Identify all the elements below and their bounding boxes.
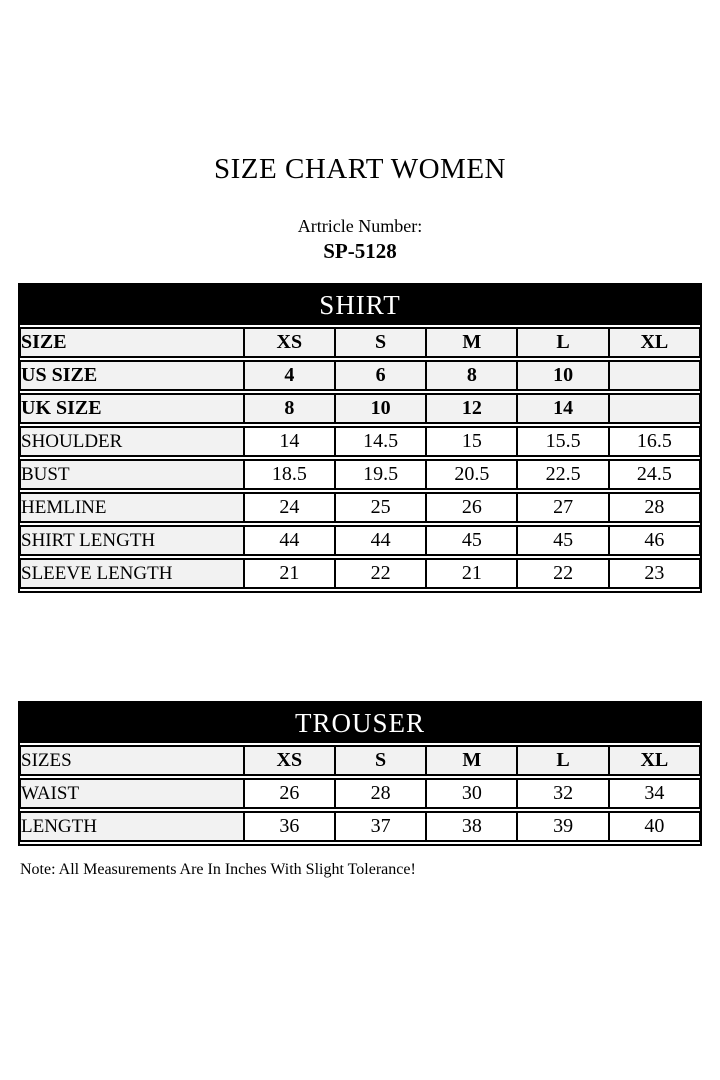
size-value-cell: 20.5 — [426, 459, 517, 490]
size-table-row — [20, 525, 700, 556]
shirt-table-title-banner: SHIRT — [20, 285, 700, 325]
size-table-row — [20, 360, 700, 391]
size-value-cell: M — [426, 745, 517, 776]
trouser-table — [20, 743, 700, 844]
size-value-cell: 14 — [517, 393, 608, 424]
size-table-row — [20, 492, 700, 523]
size-table-row — [20, 327, 700, 358]
size-value-cell: XL — [609, 327, 700, 358]
size-value-cell: 22 — [517, 558, 608, 589]
size-value-cell: 24.5 — [609, 459, 700, 490]
size-value-cell: 21 — [426, 558, 517, 589]
size-value-cell: L — [517, 745, 608, 776]
size-value-cell: S — [335, 745, 426, 776]
row-label-cell: BUST — [20, 459, 244, 490]
size-value-cell: 38 — [426, 811, 517, 842]
size-value-cell — [609, 360, 700, 391]
size-value-cell: 28 — [609, 492, 700, 523]
size-value-cell: 12 — [426, 393, 517, 424]
size-table-row — [20, 558, 700, 589]
size-value-cell: 15 — [426, 426, 517, 457]
row-label-cell: SIZE — [20, 327, 244, 358]
size-value-cell: 21 — [244, 558, 335, 589]
size-value-cell: 4 — [244, 360, 335, 391]
size-value-cell: 14 — [244, 426, 335, 457]
size-value-cell: 19.5 — [335, 459, 426, 490]
row-label-cell: HEMLINE — [20, 492, 244, 523]
size-value-cell: 22.5 — [517, 459, 608, 490]
size-value-cell: 45 — [426, 525, 517, 556]
measurement-note: Note: All Measurements Are In Inches With Slight Tolerance! — [20, 861, 416, 878]
size-value-cell: 16.5 — [609, 426, 700, 457]
size-value-cell: L — [517, 327, 608, 358]
size-value-cell: 23 — [609, 558, 700, 589]
page-title: SIZE CHART WOMEN — [214, 153, 506, 185]
size-value-cell: 24 — [244, 492, 335, 523]
size-value-cell: 6 — [335, 360, 426, 391]
article-number-label: Artricle Number: — [297, 216, 423, 236]
size-value-cell: 32 — [517, 778, 608, 809]
size-value-cell: 37 — [335, 811, 426, 842]
size-value-cell: 39 — [517, 811, 608, 842]
trouser-table-title-banner: TROUSER — [20, 703, 700, 743]
size-value-cell: 18.5 — [244, 459, 335, 490]
size-value-cell: 22 — [335, 558, 426, 589]
row-label-cell: SIZES — [20, 745, 244, 776]
size-value-cell: 26 — [426, 492, 517, 523]
shirt-table — [20, 325, 700, 591]
size-value-cell: M — [426, 327, 517, 358]
size-value-cell: 44 — [335, 525, 426, 556]
size-value-cell — [609, 393, 700, 424]
size-table-row — [20, 811, 700, 842]
size-value-cell: 10 — [517, 360, 608, 391]
size-value-cell: XS — [244, 745, 335, 776]
size-value-cell: 14.5 — [335, 426, 426, 457]
size-value-cell: XL — [609, 745, 700, 776]
size-value-cell: 8 — [426, 360, 517, 391]
size-value-cell: 8 — [244, 393, 335, 424]
row-label-cell: SHIRT LENGTH — [20, 525, 244, 556]
size-value-cell: 36 — [244, 811, 335, 842]
size-table-row — [20, 393, 700, 424]
size-value-cell: XS — [244, 327, 335, 358]
trouser-size-table — [18, 701, 702, 846]
row-label-cell: SHOULDER — [20, 426, 244, 457]
size-value-cell: 44 — [244, 525, 335, 556]
row-label-cell: US SIZE — [20, 360, 244, 391]
size-value-cell: 10 — [335, 393, 426, 424]
size-value-cell: 26 — [244, 778, 335, 809]
size-table-row — [20, 778, 700, 809]
size-value-cell: 40 — [609, 811, 700, 842]
size-value-cell: 28 — [335, 778, 426, 809]
shirt-size-table — [18, 283, 702, 593]
size-table-row — [20, 459, 700, 490]
size-value-cell: 34 — [609, 778, 700, 809]
size-value-cell: 45 — [517, 525, 608, 556]
article-number-value: SP-5128 — [323, 239, 397, 263]
size-table-row — [20, 745, 700, 776]
row-label-cell: LENGTH — [20, 811, 244, 842]
size-value-cell: 15.5 — [517, 426, 608, 457]
row-label-cell: SLEEVE LENGTH — [20, 558, 244, 589]
row-label-cell: WAIST — [20, 778, 244, 809]
row-label-cell: UK SIZE — [20, 393, 244, 424]
size-value-cell: 46 — [609, 525, 700, 556]
size-value-cell: 27 — [517, 492, 608, 523]
size-table-row — [20, 426, 700, 457]
size-value-cell: 30 — [426, 778, 517, 809]
size-value-cell: 25 — [335, 492, 426, 523]
size-value-cell: S — [335, 327, 426, 358]
